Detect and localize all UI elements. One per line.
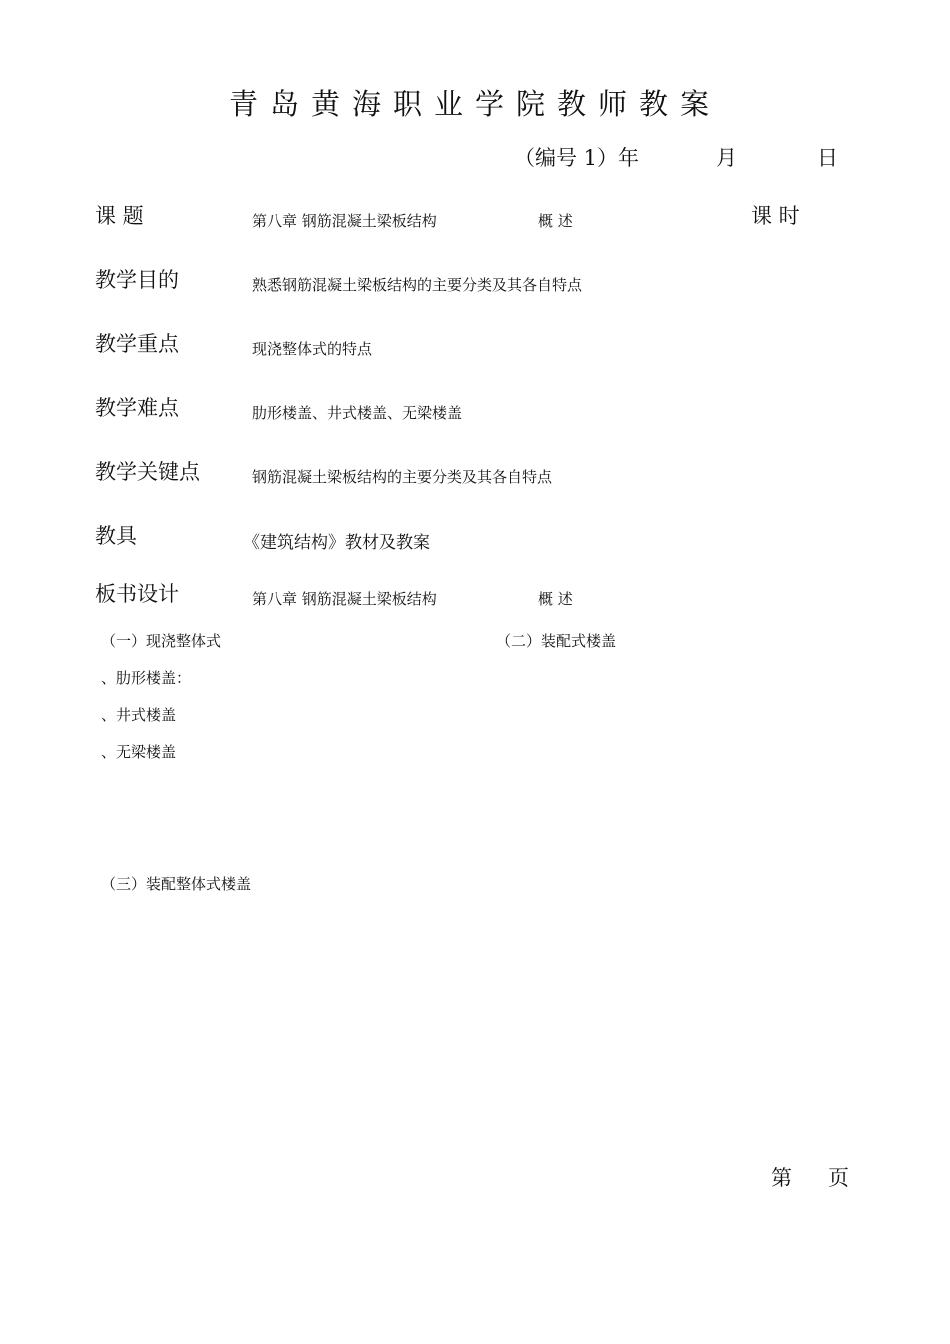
day-label: 日 — [817, 146, 838, 170]
objective-label: 教学目的 — [95, 268, 179, 292]
board-item: 、井式楼盖 — [101, 706, 177, 724]
key-point-value: 现浇整体式的特点 — [252, 340, 373, 358]
topic-label: 课 题 — [95, 204, 144, 228]
objective-value: 熟悉钢筋混凝土梁板结构的主要分类及其各自特点 — [252, 276, 583, 294]
topic-value: 第八章 钢筋混凝土梁板结构 — [252, 212, 437, 230]
serial-number-year: （编号 1）年 — [514, 146, 640, 170]
page-number-prefix: 第 — [771, 1166, 792, 1190]
board-design-label: 板书设计 — [95, 582, 179, 606]
key-point-label: 教学重点 — [95, 332, 179, 356]
board-design-value-extra: 概 述 — [538, 590, 573, 608]
difficulty-value: 肋形楼盖、井式楼盖、无梁楼盖 — [252, 404, 463, 422]
critical-point-value: 钢筋混凝土梁板结构的主要分类及其各自特点 — [252, 468, 553, 486]
page-number-suffix: 页 — [828, 1166, 849, 1190]
difficulty-label: 教学难点 — [95, 396, 179, 420]
board-design-value: 第八章 钢筋混凝土梁板结构 — [252, 590, 437, 608]
topic-value-extra: 概 述 — [538, 212, 573, 230]
board-section-3: （三）装配整体式楼盖 — [101, 875, 252, 893]
class-hours-label: 课 时 — [751, 204, 800, 228]
board-item: 、无梁楼盖 — [101, 743, 177, 761]
critical-point-label: 教学关键点 — [95, 460, 200, 484]
page-title: 青岛黄海职业学院教师教案 — [228, 87, 721, 121]
board-section-1: （一）现浇整体式 — [101, 632, 222, 650]
month-label: 月 — [716, 146, 737, 170]
teaching-tools-label: 教具 — [95, 524, 137, 548]
board-item: 、肋形楼盖： — [101, 669, 192, 687]
teaching-tools-value: 《建筑结构》教材及教案 — [243, 533, 430, 553]
board-section-2: （二）装配式楼盖 — [496, 632, 617, 650]
